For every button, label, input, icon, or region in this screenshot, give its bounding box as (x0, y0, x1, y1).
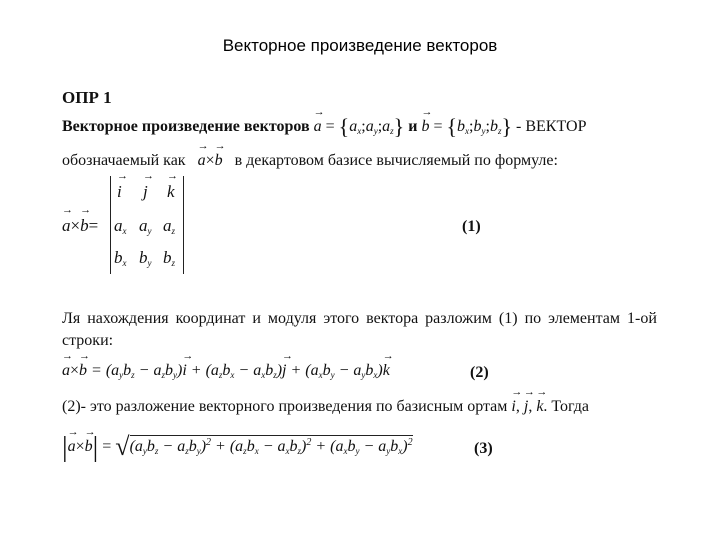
paragraph-line-1: Ля нахождения координат и модуля этого вектора разложим (1) по элементам 1-ой (62, 310, 657, 327)
eq2-unit-k: → k (383, 362, 390, 380)
coord-bz: b (489, 118, 498, 135)
cross-vector-b: → b (215, 152, 223, 170)
det-cell-i: → i (117, 182, 122, 202)
sqrt-sign: √ (115, 432, 130, 461)
eq3-vector-a: → a (68, 438, 76, 456)
basis-i: → i (511, 398, 515, 416)
det-lhs-cross: × (70, 216, 81, 235)
sub-by: y (481, 126, 486, 136)
sub-y: y (373, 126, 378, 136)
determinant-lhs (62, 216, 98, 236)
det-cell-bx: $b_x$ (114, 248, 127, 268)
det-cell-k: → k (167, 182, 175, 202)
det-cell-bz: $b_z$ (163, 248, 176, 268)
definition-line: Векторное произведение векторов → $a = \{a_x;a_y;a_z\} и \to b$ = $\{b_x;b_y;b_z\}$ - ВЕКТОР (62, 114, 586, 140)
paragraph-line-2: строки: (62, 332, 114, 349)
det-cell-ay: $a_y$ (139, 216, 152, 236)
cross-sign: × (205, 152, 215, 169)
cartesian-text: в декартовом базисе вычисляемый по формуле: (234, 152, 558, 169)
vector-b: → b (421, 118, 429, 136)
sqrt-radicand: $(a_yb_z - a_zb_y)^2 + (a_zb_x - a_xb_z)^2 + (a_xb_y - a_yb_x)^2$ (129, 437, 413, 456)
basis-line: (2)- это разложение векторного произведения по базисным ортам → i, → j, → k. Тогда (62, 398, 589, 416)
abs-bar-left: | (62, 432, 68, 463)
coord-az: a (382, 118, 391, 135)
equation-2-label: (2) (470, 364, 489, 381)
right-brace-a: } (393, 114, 405, 139)
equation-3-label: (3) (474, 440, 493, 457)
slide-title: Векторное произведение векторов (222, 36, 498, 55)
basis-j: → j (524, 398, 528, 416)
cross-vector-a: → a (198, 152, 206, 170)
eq3-vector-b: → b (85, 438, 93, 456)
equation-2: → $a\times\to b = (a_yb_z - a_zb_y)\to i + (a_zb_x - a_xb_z)\to j + (a_xb_y - a_yb_x)\to k$ (62, 362, 390, 380)
sub-z: z (390, 126, 394, 136)
left-brace-a: { (338, 114, 350, 139)
det-cell-ax: $a_x$ (114, 216, 127, 236)
coord-by: b (473, 118, 482, 135)
det-cell-az: $a_z$ (163, 216, 176, 236)
sub-x: x (357, 126, 362, 136)
eq2-unit-j: → j (282, 362, 286, 380)
equals-sign-b: = (429, 118, 447, 135)
det-lhs-eq: = (88, 216, 99, 235)
coord-ay: a (365, 118, 374, 135)
eq2-vector-a: → a (62, 362, 70, 380)
vector-word: - ВЕКТОР (512, 118, 587, 135)
eq2-unit-i: → i (182, 362, 186, 380)
definition-heading: ОПР 1 (62, 88, 112, 107)
sub-bz: z (497, 126, 502, 136)
sub-bx: x (465, 126, 470, 136)
basis-k: → k (536, 398, 543, 416)
definition-label: Векторное произведение векторов (62, 118, 310, 135)
denoted-text: обозначаемый как (62, 152, 186, 169)
det-lhs-b: → b (80, 216, 89, 236)
det-lhs-a: → a (62, 216, 71, 236)
left-brace-b: { (446, 114, 458, 139)
right-brace-b: } (501, 114, 513, 139)
and-word: и (404, 118, 422, 135)
equals-sign: = (321, 118, 339, 135)
eq2-vector-b: → b (79, 362, 87, 380)
determinant-matrix (110, 176, 184, 274)
basis-text: (2)- это разложение векторного произведения по базисным ортам (62, 398, 508, 415)
coord-bx: b (457, 118, 466, 135)
eq2-cross: × (70, 362, 80, 379)
coord-ax: a (349, 118, 358, 135)
det-cell-j: → j (143, 182, 148, 202)
vector-a: → a (314, 118, 322, 136)
equation-1-label: (1) (462, 218, 481, 235)
det-cell-by: $b_y$ (139, 248, 152, 268)
equation-3: |→ $a\times\to b| = √(a_yb_z - a_zb_y)^2 + (a_zb_x - a_xb_z)^2 + (a_xb_y - a_yb_x)^2$ (62, 432, 413, 464)
denoted-line (62, 152, 558, 170)
abs-bar-right: | (92, 432, 99, 463)
then-word: . Тогда (543, 398, 589, 415)
